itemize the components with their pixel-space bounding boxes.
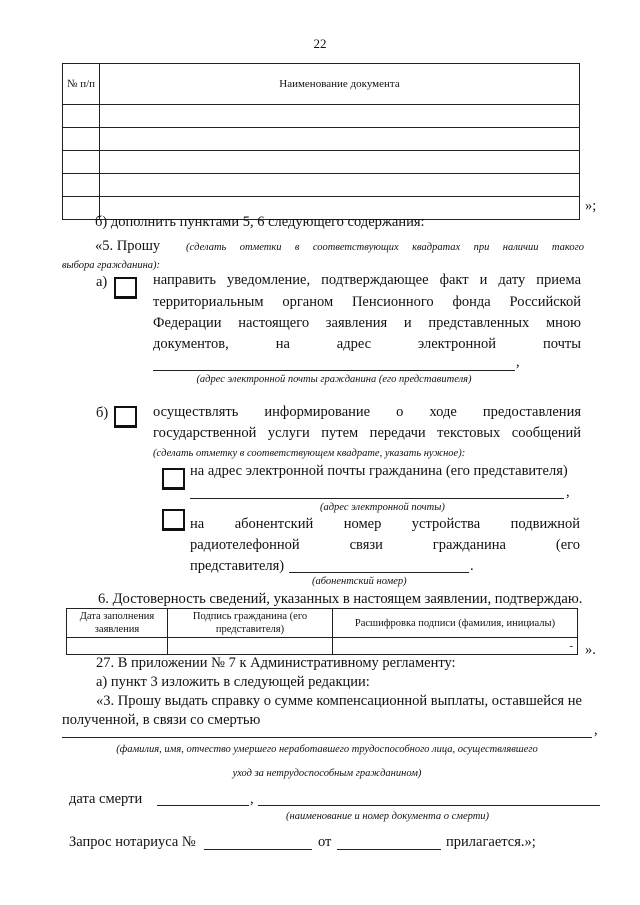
- option-phone-dot: .: [470, 558, 474, 574]
- deceased-caption-line1: (фамилия, имя, отчество умершего неработавшего трудоспособного лица, осуществлявшего: [116, 744, 538, 755]
- option-a-line2: территориальным органом Пенсионного фонда Российской: [153, 294, 581, 310]
- document-table: [62, 63, 580, 220]
- signature-table: [66, 608, 578, 655]
- option-phone-line1: на абонентский номер устройства подвижной: [190, 516, 580, 532]
- deceased-caption-line2: уход за нетрудоспособным гражданином): [232, 768, 422, 779]
- email-input-line[interactable]: [153, 370, 515, 371]
- option-email-checkbox[interactable]: [162, 468, 185, 490]
- column-number-header: № п/п: [63, 64, 100, 105]
- option-a-checkbox[interactable]: [114, 277, 137, 299]
- date-cell[interactable]: [67, 638, 168, 655]
- column-name-header: Наименование документа: [100, 64, 580, 105]
- item27a-text: а) пункт 3 изложить в следующей редакции:: [96, 674, 370, 690]
- death-document-caption: (наименование и номер документа о смерти): [286, 811, 490, 822]
- notary-attached-text: прилагается.»;: [446, 834, 536, 850]
- notary-request-label: Запрос нотариуса №: [69, 834, 196, 850]
- option-email-text: на адрес электронной почты гражданина (его представителя): [190, 463, 568, 479]
- option-a-label: а): [96, 274, 108, 290]
- deceased-name-line[interactable]: [62, 737, 592, 738]
- item5-lead: «5. Прошу: [95, 238, 161, 254]
- table-closing-quote: »;: [585, 198, 597, 214]
- table-row: [63, 105, 580, 128]
- death-document-input-line[interactable]: [258, 805, 600, 806]
- item5-note-line1: (сделать отметки в соответствующих квадратах при наличии такого: [186, 242, 584, 253]
- item3-comma: ,: [594, 722, 598, 738]
- item5-note-line2: выбора гражданина):: [62, 260, 161, 271]
- item6-text: 6. Достоверность сведений, указанных в настоящем заявлении, подтверждаю.: [98, 591, 583, 607]
- option-email-comma: ,: [566, 484, 570, 500]
- option-a-line1: направить уведомление, подтверждающее факт и дату приема: [153, 272, 581, 288]
- phone-caption: (абонентский номер): [312, 576, 407, 587]
- paragraph-b: б) дополнить пунктами 5, 6 следующего содержания:: [95, 214, 425, 230]
- notary-number-input-line[interactable]: [204, 849, 312, 850]
- email-caption: (адрес электронной почты гражданина (его представителя): [196, 374, 472, 385]
- sig-table-closing-quote: ».: [585, 642, 596, 658]
- item3-line1: «3. Прошу выдать справку о сумме компенсационной выплаты, оставшейся не: [96, 693, 582, 709]
- option-phone-line2: радиотелефонной связи гражданина (его: [190, 537, 580, 553]
- table-row: [67, 638, 578, 655]
- option-email-input-line[interactable]: [190, 498, 564, 499]
- table-row: [63, 128, 580, 151]
- death-date-input-line[interactable]: [157, 805, 249, 806]
- transcript-cell[interactable]: [333, 638, 578, 655]
- death-date-label: дата смерти: [69, 791, 143, 807]
- item3-line2: полученной, в связи со смертью: [62, 712, 261, 728]
- item27-text: 27. В приложении № 7 к Административному регламенту:: [96, 655, 456, 671]
- transcript-dash: -: [569, 640, 573, 652]
- option-a-comma: ,: [516, 354, 520, 370]
- option-phone-line3: представителя): [190, 558, 285, 574]
- signature-cell[interactable]: [168, 638, 333, 655]
- option-b-note: (сделать отметку в соответствующем квадрате, указать нужное):: [153, 448, 466, 459]
- option-b-line2: государственной услуги путем передачи текстовых сообщений: [153, 425, 581, 441]
- table-row: [63, 174, 580, 197]
- sig-col-date: Дата заполнения заявления: [67, 609, 168, 638]
- death-date-comma: ,: [250, 791, 254, 807]
- option-b-checkbox[interactable]: [114, 406, 137, 428]
- phone-input-line[interactable]: [289, 572, 469, 573]
- option-b-label: б): [96, 405, 109, 421]
- notary-date-input-line[interactable]: [337, 849, 441, 850]
- page-number: 22: [313, 36, 327, 51]
- option-email-caption: (адрес электронной почты): [320, 502, 445, 513]
- option-b-line1: осуществлять информирование о ходе предоставления: [153, 404, 581, 420]
- notary-from-label: от: [318, 834, 332, 850]
- sig-col-signature: Подпись гражданина (его представителя): [168, 609, 333, 638]
- option-phone-checkbox[interactable]: [162, 509, 185, 531]
- option-a-line3: Федерации настоящего заявления и представленных мною: [153, 315, 581, 331]
- table-row: [63, 151, 580, 174]
- option-a-line4: документов, на адрес электронной почты: [153, 336, 581, 352]
- sig-col-transcript: Расшифровка подписи (фамилия, инициалы): [333, 609, 578, 638]
